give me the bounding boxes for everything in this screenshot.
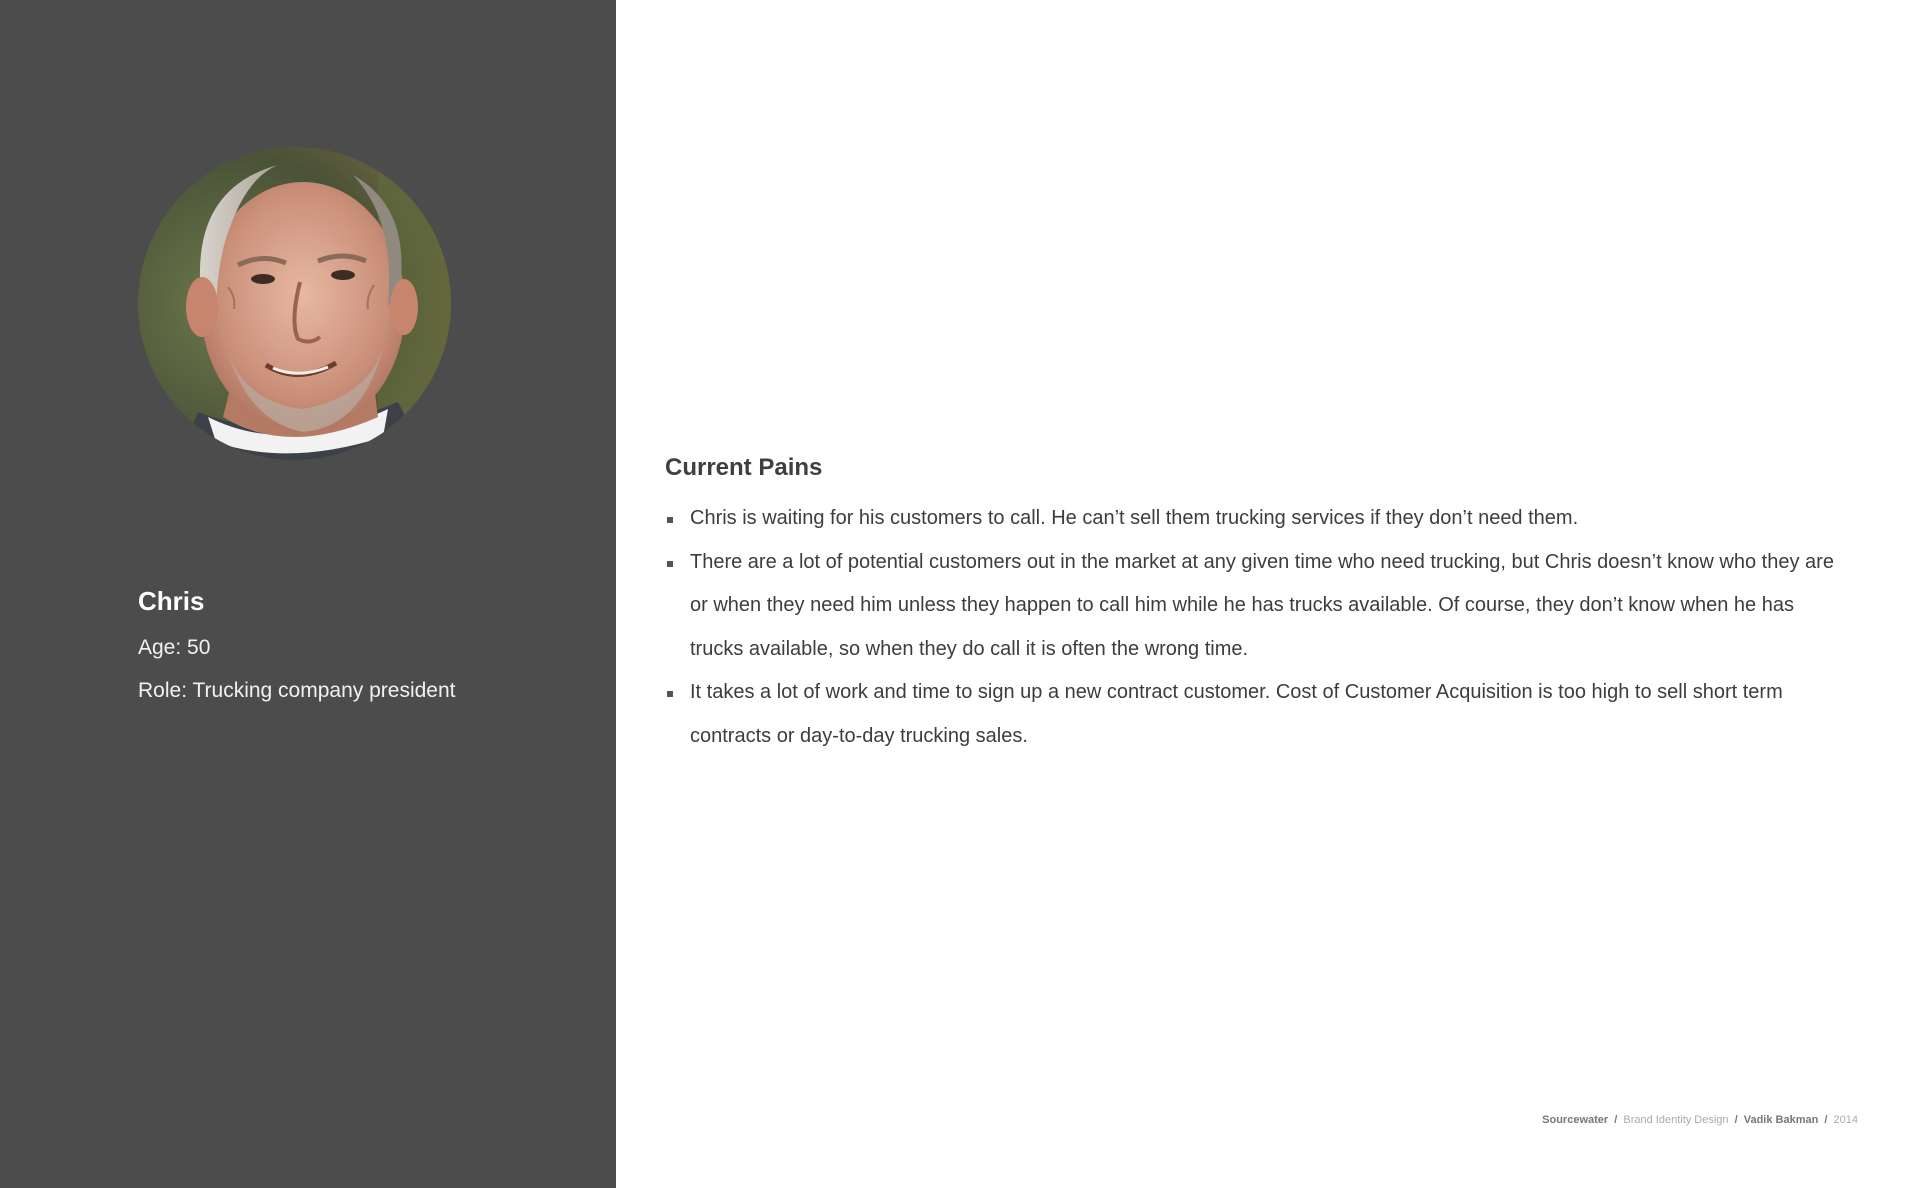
- footer-credits: [1542, 1114, 1858, 1126]
- persona-role: Role: Trucking company president: [138, 679, 456, 702]
- footer-author: Vadik Bakman: [1743, 1114, 1819, 1126]
- footer-separator: /: [1614, 1114, 1618, 1126]
- pain-item: [665, 497, 1845, 541]
- persona-name: Chris: [138, 586, 205, 616]
- pain-item-text: It takes a lot of work and time to sign up a new contract customer. Cost of Customer Acquisition is too high to sell short term contracts or day-to-day trucking sales.: [690, 681, 1783, 747]
- bullet-icon: [667, 691, 673, 697]
- persona-photo: [138, 147, 451, 460]
- footer-separator: /: [1734, 1114, 1738, 1126]
- pain-item: [665, 671, 1845, 758]
- pain-item-text: There are a lot of potential customers out in the market at any given time who need trucking, but Chris doesn’t know who they are or when they need him unless they happen to call him while he has trucks available. Of course, they don’t know when he has trucks available, so when they do call it is often the wrong time.: [690, 550, 1834, 660]
- pain-item: [665, 541, 1845, 672]
- footer-separator: /: [1824, 1114, 1828, 1126]
- pain-item-text: Chris is waiting for his customers to call. He can’t sell them trucking services if they don’t need them.: [690, 507, 1579, 529]
- footer-company: Sourcewater: [1542, 1114, 1609, 1126]
- bullet-icon: [667, 561, 673, 567]
- persona-sidebar: [0, 0, 616, 1188]
- footer-year: 2014: [1833, 1114, 1858, 1126]
- footer-project: Brand Identity Design: [1623, 1114, 1729, 1126]
- pains-heading: Current Pains: [665, 454, 823, 481]
- person-portrait-icon: [138, 147, 451, 460]
- bullet-icon: [667, 517, 673, 523]
- persona-age: Age: 50: [138, 636, 211, 659]
- pains-list: [665, 497, 1845, 758]
